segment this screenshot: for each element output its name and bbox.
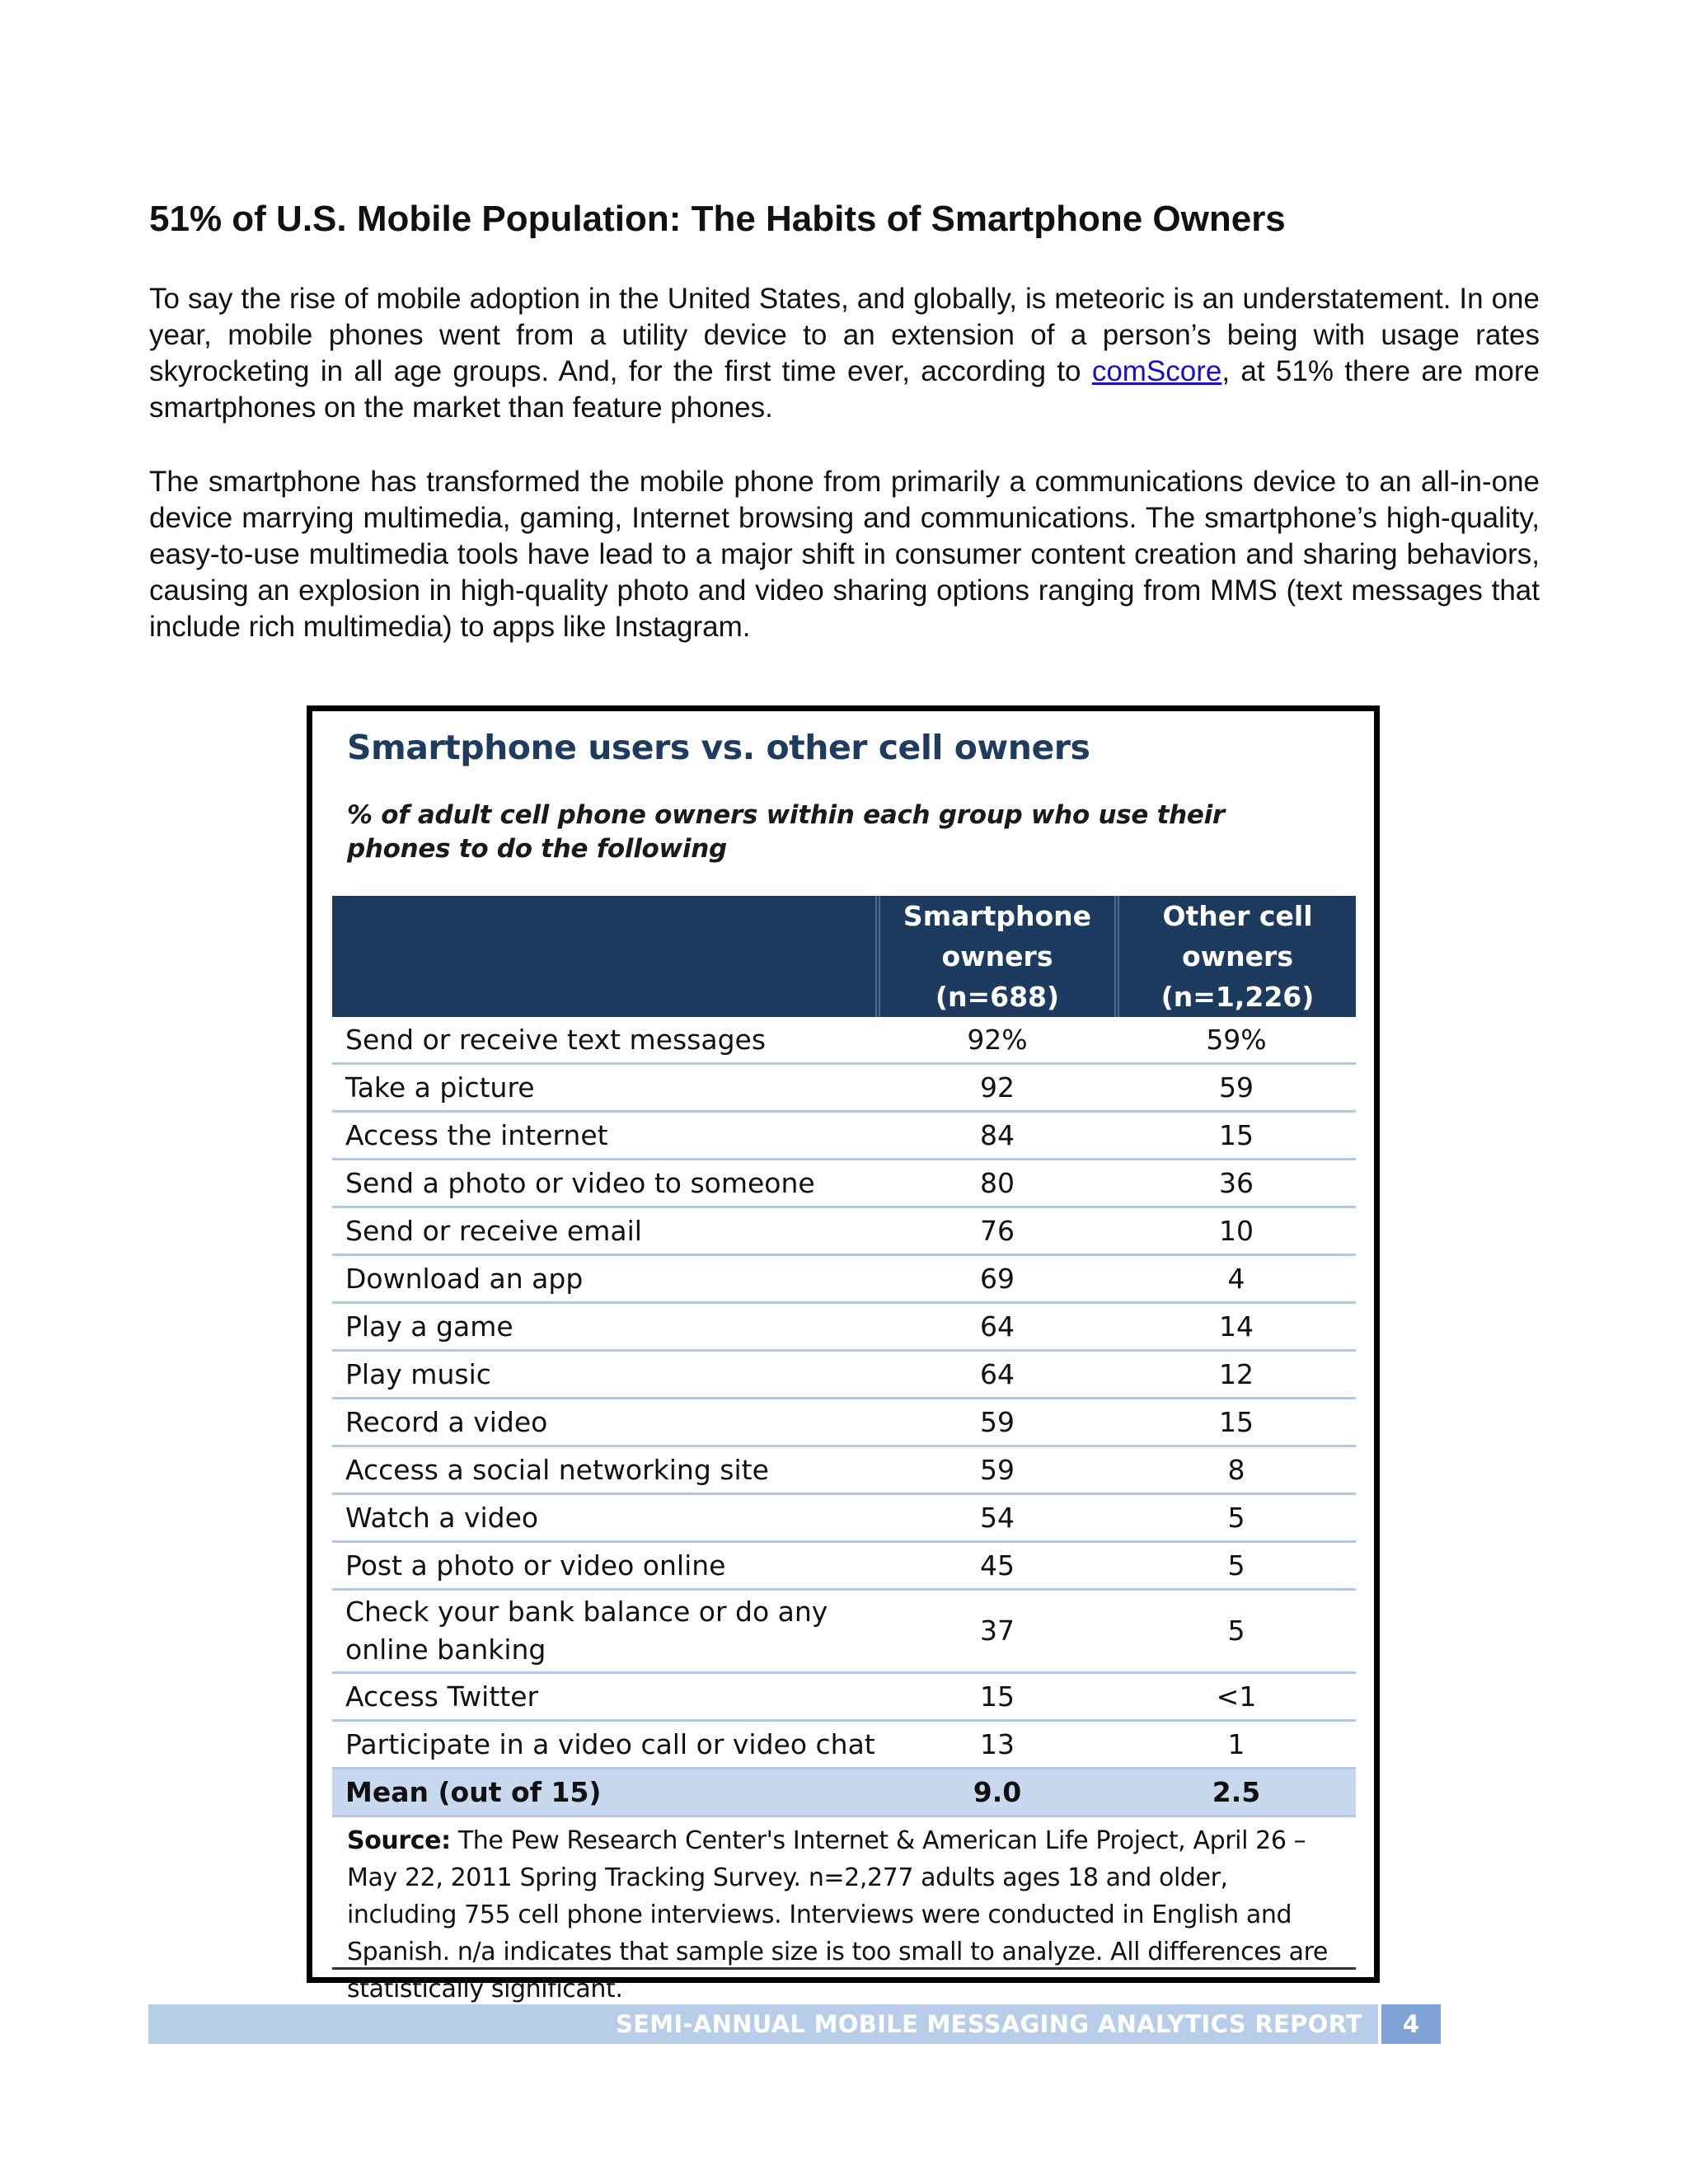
activity-cell: Send a photo or video to someone	[332, 1160, 878, 1207]
page-number: 4	[1378, 2004, 1441, 2044]
other-value: 59%	[1117, 1017, 1356, 1064]
figure-title: Smartphone users vs. other cell owners	[347, 728, 1090, 767]
other-value: 10	[1117, 1207, 1356, 1255]
activity-cell: Download an app	[332, 1255, 878, 1303]
smartphone-value: 84	[878, 1112, 1117, 1160]
intro-paragraph	[149, 281, 1540, 426]
smartphone-header-line: (n=688)	[935, 981, 1060, 1013]
smartphone-value: 45	[878, 1542, 1117, 1590]
comscore-link[interactable]: comScore	[1091, 355, 1222, 387]
table-row	[332, 1542, 1356, 1590]
activity-cell: Check your bank balance or do any online banking	[332, 1590, 878, 1673]
smartphone-value: 80	[878, 1160, 1117, 1207]
table-row	[332, 1160, 1356, 1207]
other-value: 15	[1117, 1399, 1356, 1446]
table-row	[332, 1399, 1356, 1446]
activity-cell: Play music	[332, 1351, 878, 1399]
other-value: 4	[1117, 1255, 1356, 1303]
smartphone-value: 64	[878, 1303, 1117, 1351]
other-header-line: (n=1,226)	[1160, 981, 1315, 1013]
activity-column-header	[332, 896, 878, 1017]
smartphone-value: 13	[878, 1721, 1117, 1769]
table-header-row	[332, 896, 1356, 1017]
source-text: The Pew Research Center's Internet & American Life Project, April 26 – May 22, 2011 Spring Tracking Survey. n=2,277 adults ages 18 and older, including 755 cell phone interviews. Interviews were conducted in English and Spanish. n/a indicates that sample size is too small to analyze. All differences are statistically significant.	[347, 1826, 1328, 2004]
other-value: <1	[1117, 1673, 1356, 1721]
intro-text-before-link: To say the rise of mobile adoption in the United States, and globally, is meteoric is an understatement. In one year, mobile phones went from a utility device to an extension of a person’s being with usage rates skyrocketing in all age groups. And, for the first time ever, according to	[149, 283, 1540, 387]
activity-cell: Send or receive text messages	[332, 1017, 878, 1064]
other-value: 36	[1117, 1160, 1356, 1207]
activity-cell: Send or receive email	[332, 1207, 878, 1255]
other-value: 15	[1117, 1112, 1356, 1160]
activity-cell: Access the internet	[332, 1112, 878, 1160]
smartphone-paragraph: The smartphone has transformed the mobile phone from primarily a communications device to an all-in-one device marrying multimedia, gaming, Internet browsing and communications. The smartphone’s high-quality, easy-to-use multimedia tools have lead to a major shift in consumer content creation and sharing behaviors, causing an explosion in high-quality photo and video sharing options ranging from MMS (text messages that include rich multimedia) to apps like Instagram.	[149, 466, 1540, 643]
smartphone-value: 15	[878, 1673, 1117, 1721]
other-value: 5	[1117, 1494, 1356, 1542]
other-value: 14	[1117, 1303, 1356, 1351]
other-value: 12	[1117, 1351, 1356, 1399]
survey-figure	[307, 705, 1380, 2004]
figure-source-note	[347, 1822, 1344, 2008]
page-footer	[148, 2004, 1441, 2044]
other-value: 5	[1117, 1542, 1356, 1590]
figure-bottom-rule	[332, 1967, 1356, 1970]
smartphone-value: 64	[878, 1351, 1117, 1399]
table-row	[332, 1017, 1356, 1064]
figure-subtitle: % of adult cell phone owners within each group who use their phones to do the following	[347, 800, 1225, 864]
smartphone-value: 92	[878, 1064, 1117, 1112]
table-row	[332, 1064, 1356, 1112]
other-cell-owners-header	[1117, 896, 1356, 1017]
smartphone-value: 59	[878, 1399, 1117, 1446]
smartphone-header-line: Smartphone	[903, 900, 1092, 932]
table-row	[332, 1303, 1356, 1351]
smartphone-value: 54	[878, 1494, 1117, 1542]
smartphone-value: 92%	[878, 1017, 1117, 1064]
smartphone-value: 76	[878, 1207, 1117, 1255]
table-row	[332, 1721, 1356, 1769]
mean-smartphone-value: 9.0	[878, 1769, 1117, 1816]
other-value: 59	[1117, 1064, 1356, 1112]
smartphone-owners-header	[878, 896, 1117, 1017]
activity-cell: Post a photo or video online	[332, 1542, 878, 1590]
source-label: Source:	[347, 1826, 451, 1855]
activity-cell: Access Twitter	[332, 1673, 878, 1721]
mean-label: Mean (out of 15)	[332, 1769, 878, 1816]
page-heading: 51% of U.S. Mobile Population: The Habits of Smartphone Owners	[149, 199, 1286, 239]
smartphone-value: 59	[878, 1446, 1117, 1494]
activity-cell: Access a social networking site	[332, 1446, 878, 1494]
table-row	[332, 1494, 1356, 1542]
activity-cell: Take a picture	[332, 1064, 878, 1112]
other-value: 8	[1117, 1446, 1356, 1494]
activity-cell: Play a game	[332, 1303, 878, 1351]
smartphone-value: 37	[878, 1590, 1117, 1673]
table-row	[332, 1207, 1356, 1255]
table-row	[332, 1112, 1356, 1160]
table-row	[332, 1673, 1356, 1721]
other-value: 5	[1117, 1590, 1356, 1673]
table-row	[332, 1255, 1356, 1303]
comparison-table	[332, 896, 1356, 1817]
activity-cell: Record a video	[332, 1399, 878, 1446]
smartphone-value: 69	[878, 1255, 1117, 1303]
other-header-line: owners	[1182, 940, 1293, 972]
table-row	[332, 1590, 1356, 1673]
other-value: 1	[1117, 1721, 1356, 1769]
table-row	[332, 1446, 1356, 1494]
intro-text-after-link: , at 51% there are more smartphones on the market than feature phones.	[149, 355, 1540, 424]
mean-other-value: 2.5	[1117, 1769, 1356, 1816]
mean-row	[332, 1769, 1356, 1816]
other-header-line: Other cell	[1162, 900, 1313, 932]
footer-report-title: SEMI-ANNUAL MOBILE MESSAGING ANALYTICS REPORT	[615, 2010, 1362, 2038]
table-row	[332, 1351, 1356, 1399]
activity-cell: Watch a video	[332, 1494, 878, 1542]
smartphone-header-line: owners	[941, 940, 1053, 972]
activity-cell: Participate in a video call or video chat	[332, 1721, 878, 1769]
